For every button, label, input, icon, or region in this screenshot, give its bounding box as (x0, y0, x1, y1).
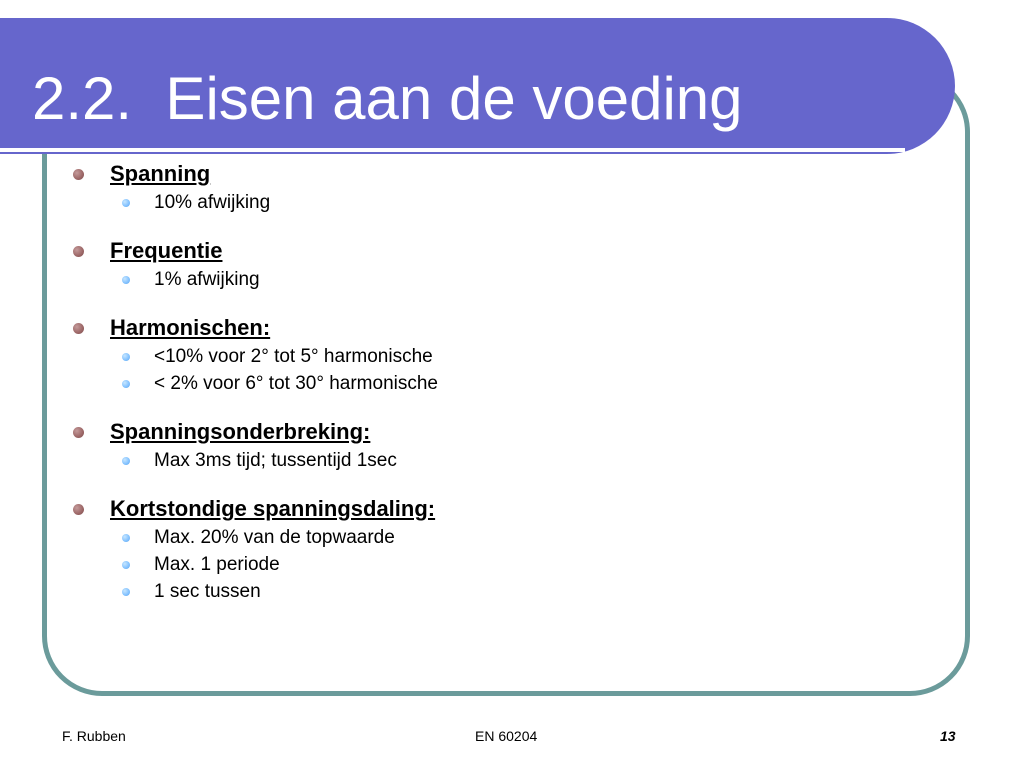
bullet-dot-icon (122, 276, 130, 284)
bullet-dot-icon (73, 169, 84, 180)
bullet-level2 (70, 343, 950, 370)
bullet-item: Max. 1 periode (154, 554, 280, 575)
bullet-item: 1% afwijking (154, 269, 260, 290)
slide-title: 2.2. Eisen aan de voeding (32, 65, 743, 132)
bullet-level1 (70, 236, 950, 266)
bullet-level1 (70, 417, 950, 447)
bullet-dot-icon (122, 561, 130, 569)
bullet-heading: Spanningsonderbreking: (110, 419, 371, 444)
section-kortstondige-spanningsdaling (70, 494, 950, 605)
bullet-level2 (70, 266, 950, 293)
bullet-level2 (70, 447, 950, 474)
bullet-item: Max 3ms tijd; tussentijd 1sec (154, 450, 397, 471)
bullet-item: 1 sec tussen (154, 581, 261, 602)
bullet-item: 10% afwijking (154, 192, 271, 213)
bullet-item: Max. 20% van de topwaarde (154, 527, 395, 548)
bullet-level2 (70, 370, 950, 397)
bullet-heading: Spanning (110, 161, 211, 186)
bullet-level1 (70, 313, 950, 343)
bullet-level2 (70, 578, 950, 605)
title-underline (0, 148, 905, 152)
bullet-heading: Frequentie (110, 238, 223, 263)
bullet-level1 (70, 159, 950, 189)
bullet-item: < 2% voor 6° tot 30° harmonische (154, 373, 438, 394)
bullet-dot-icon (122, 534, 130, 542)
bullet-dot-icon (73, 246, 84, 257)
bullet-level2 (70, 189, 950, 216)
bullet-dot-icon (73, 323, 84, 334)
bullet-dot-icon (122, 353, 130, 361)
bullet-dot-icon (122, 380, 130, 388)
bullet-dot-icon (73, 427, 84, 438)
bullet-level2 (70, 524, 950, 551)
bullet-level2 (70, 551, 950, 578)
footer-author: F. Rubben (62, 728, 126, 744)
bullet-dot-icon (122, 199, 130, 207)
bullet-heading: Harmonischen: (110, 315, 271, 340)
title-bar (0, 18, 955, 154)
section-harmonischen (70, 313, 950, 397)
bullet-level1 (70, 494, 950, 524)
bullet-dot-icon (122, 588, 130, 596)
bullet-item: <10% voor 2° tot 5° harmonische (154, 346, 433, 367)
section-spanning (70, 159, 950, 216)
bullet-list (70, 159, 950, 625)
bullet-heading: Kortstondige spanningsdaling: (110, 496, 436, 521)
footer-standard: EN 60204 (475, 728, 538, 744)
section-spanningsonderbreking (70, 417, 950, 474)
section-frequentie (70, 236, 950, 293)
page-number: 13 (940, 728, 956, 744)
bullet-dot-icon (73, 504, 84, 515)
bullet-dot-icon (122, 457, 130, 465)
